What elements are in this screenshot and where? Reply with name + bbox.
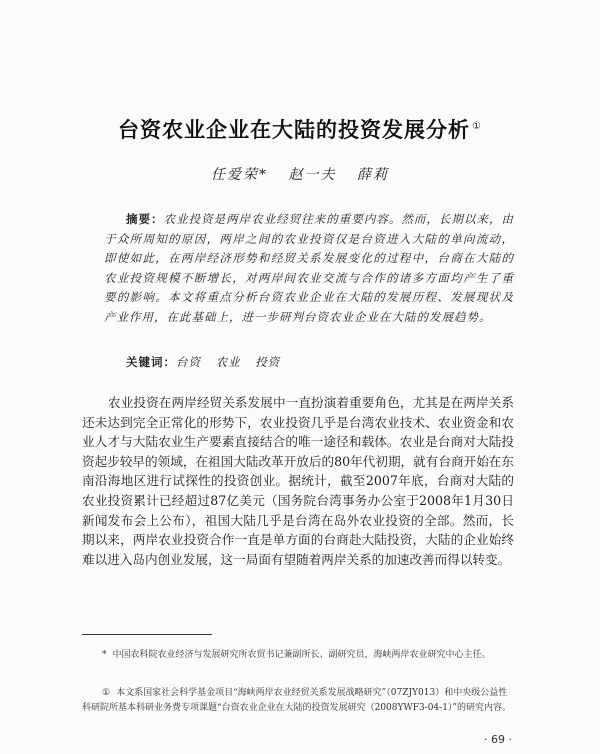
abstract xyxy=(104,210,514,328)
footnote-text: 本文系国家社会科学基金项目“海峡两岸农业经贸关系发展战略研究”（07ZJY013）和中央级公益性科研院所基本科研业务费专项课题“台资农业企业在大陆的投资发展研究（2008YWF3-04-1）”的研究内容。 xyxy=(82,688,512,713)
title-text: 台资农业企业在大陆的投资发展分析 xyxy=(118,118,471,142)
footnote-funding xyxy=(82,686,514,715)
page-number: · 69 · xyxy=(484,733,512,746)
footnote-mark: ① xyxy=(102,688,111,698)
title-footnote-mark: ① xyxy=(472,121,482,132)
author-list: 任爱荣* 赵一夫 薛莉 xyxy=(211,167,389,183)
footnote-mark: * xyxy=(102,650,107,660)
footnote-divider xyxy=(82,634,212,635)
keywords-label: 关键词： xyxy=(126,355,176,369)
paper-title xyxy=(0,114,600,144)
abstract-text: 农业投资是两岸农业经贸往来的重要内容。然而，长期以来，由于众所周知的原因，两岸之间的农业投资仅是台资进入大陆的单向流动，即使如此，在两岸经济形势和经贸关系发展变化的过程中，台商在大陆的农业投资规模不断增长，对两岸间农业交流与合作的诸多方面均产生了重要的影响。本文将重点分析台资农业企业在大陆的发展历程、发展现状及产业作用，在此基础上，进一步研判台资农业企业在大陆的发展趋势。 xyxy=(104,212,515,324)
footnote-author xyxy=(82,648,514,663)
footnote-text: 中国农科院农业经济与发展研究所农贸书记兼副所长、副研究员，海峡两岸农业研究中心主任。 xyxy=(112,650,491,660)
body-paragraph: 农业投资在两岸经贸关系发展中一直扮演着重要角色，尤其是在两岸关系还未达到完全正常化的形势下，农业投资几乎是台湾农业技术、农业资金和农业人才与大陆农业生产要素直接结合的唯一途径和载体。农业是台商对大陆投资起步较早的领域，在祖国大陆改革开放后的80年代初期，就有台商开始在东南沿海地区进行试探性的投资创业。据统计，截至2007年底，台商对大陆的农业投资累计已经超过87亿美元（国务院台湾事务办公室于2008年1月30日新闻发布会上公布），祖国大陆几乎是台湾在岛外农业投资的全部。然而，长期以来，两岸农业投资合作一直是单方面的台商赴大陆投资，大陆的企业始终难以进入岛内创业发展，这一局面有望随着两岸关系的加速改善而得以转变。 xyxy=(82,395,514,567)
keywords xyxy=(126,354,516,370)
body-text xyxy=(82,393,514,569)
keywords-text: 台资 农业 投资 xyxy=(176,355,281,369)
abstract-label: 摘要： xyxy=(126,212,164,226)
